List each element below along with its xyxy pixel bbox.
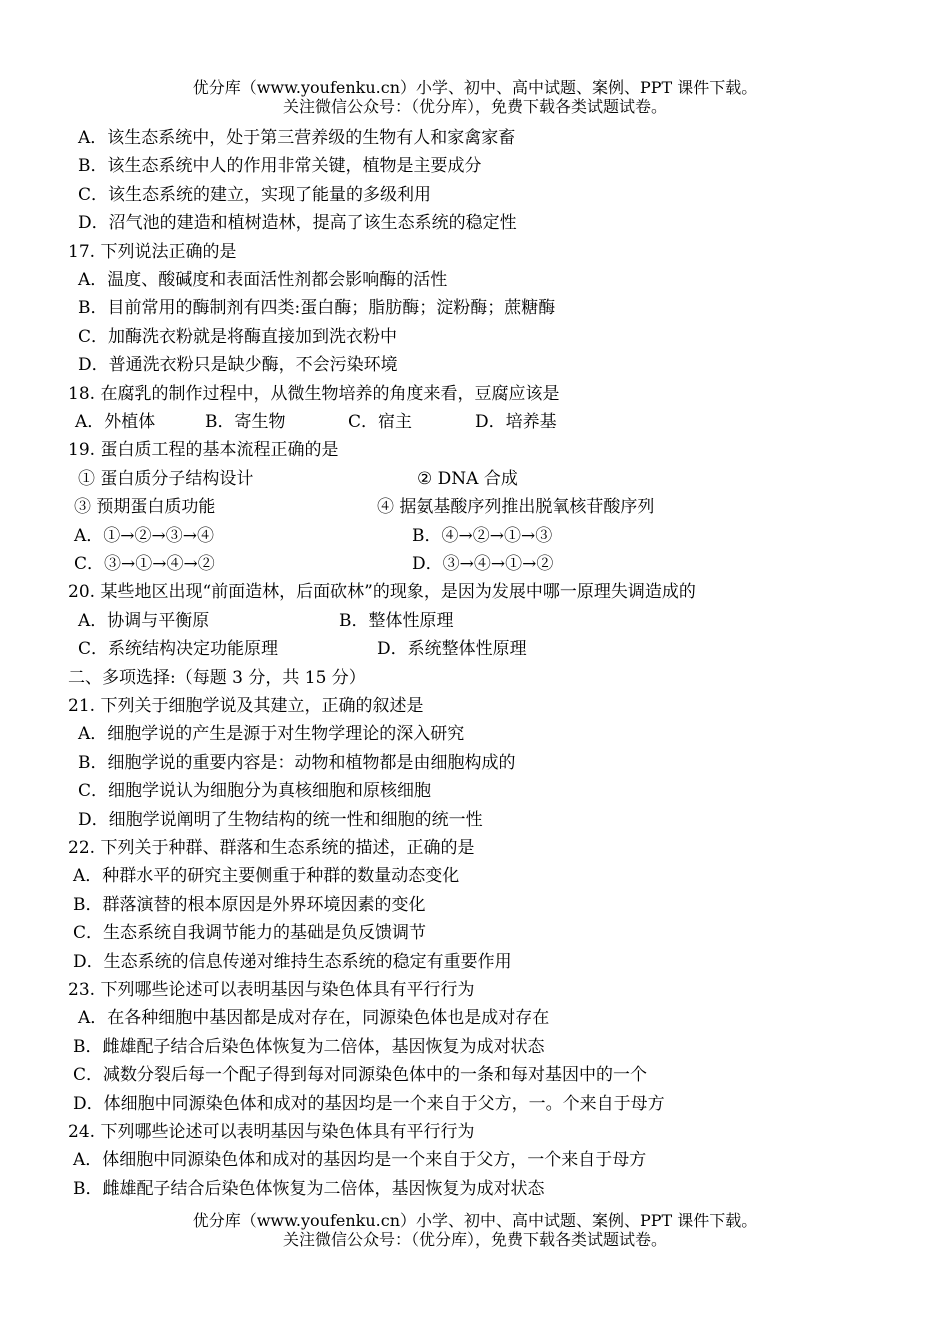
q22-option-d: D．生态系统的信息传递对维持生态系统的稳定有重要作用 <box>73 952 512 972</box>
q19-step-4: ④ 据氨基酸序列推出脱氧核苷酸序列 <box>377 497 655 517</box>
q19-stem: 19. 蛋白质工程的基本流程正确的是 <box>68 440 339 460</box>
q19-option-a: A．①→②→③→④ <box>74 526 215 546</box>
q20-option-d: D．系统整体性原理 <box>377 639 527 659</box>
q17-stem: 17. 下列说法正确的是 <box>68 242 237 262</box>
q21-option-b: B．细胞学说的重要内容是：动物和植物都是由细胞构成的 <box>78 753 516 773</box>
q24-stem: 24. 下列哪些论述可以表明基因与染色体具有平行行为 <box>68 1122 475 1142</box>
q19-option-c: C．③→①→④→② <box>74 554 215 574</box>
q16-option-d: D．沼气池的建造和植树造林，提高了该生态系统的稳定性 <box>78 213 517 233</box>
q18-option-d: D．培养基 <box>475 412 557 432</box>
q17-option-c: C．加酶洗衣粉就是将酶直接加到洗衣粉中 <box>78 327 398 347</box>
q19-step-1: ① 蛋白质分子结构设计 <box>78 469 254 489</box>
q23-option-b: B．雌雄配子结合后染色体恢复为二倍体，基因恢复为成对状态 <box>73 1037 545 1057</box>
q21-option-c: C．细胞学说认为细胞分为真核细胞和原核细胞 <box>78 781 432 801</box>
q16-option-c: C．该生态系统的建立，实现了能量的多级利用 <box>78 185 432 205</box>
q23-option-c: C．减数分裂后每一个配子得到每对同源染色体中的一条和每对基因中的一个 <box>73 1065 648 1085</box>
q19-step-2: ② DNA 合成 <box>417 469 518 489</box>
page-footer <box>0 1211 950 1249</box>
q18-option-c: C．宿主 <box>348 412 413 432</box>
q22-option-b: B．群落演替的根本原因是外界环境因素的变化 <box>73 895 426 915</box>
q19-step-3: ③ 预期蛋白质功能 <box>74 497 216 517</box>
footer-line-1: 优分库（www.youfenku.cn）小学、初中、高中试题、案例、PPT 课件下载。 <box>192 1211 758 1230</box>
header-line-2: 关注微信公众号：（优分库），免费下载各类试题试卷。 <box>282 97 667 116</box>
q19-option-d: D．③→④→①→② <box>412 554 554 574</box>
q21-option-d: D．细胞学说阐明了生物结构的统一性和细胞的统一性 <box>78 810 483 830</box>
q23-option-a: A．在各种细胞中基因都是成对存在，同源染色体也是成对存在 <box>78 1008 550 1028</box>
q22-option-c: C．生态系统自我调节能力的基础是负反馈调节 <box>73 923 427 943</box>
q17-option-a: A．温度、酸碱度和表面活性剂都会影响酶的活性 <box>78 270 448 290</box>
q18-option-a: A．外植体 <box>75 412 156 432</box>
q23-option-d: D．体细胞中同源染色体和成对的基因均是一个来自于父方，一。个来自于母方 <box>73 1094 665 1114</box>
footer-line-2: 关注微信公众号：（优分库），免费下载各类试题试卷。 <box>282 1230 667 1249</box>
q20-stem: 20. 某些地区出现“前面造林，后面砍林”的现象，是因为发展中哪一原理失调造成的 <box>68 582 696 602</box>
q24-option-b: B．雌雄配子结合后染色体恢复为二倍体，基因恢复为成对状态 <box>73 1179 545 1199</box>
q20-option-c: C．系统结构决定功能原理 <box>78 639 279 659</box>
q17-option-b: B．目前常用的酶制剂有四类:蛋白酶；脂肪酶；淀粉酶；蔗糖酶 <box>78 298 556 318</box>
section-heading-multiple-choice: 二、多项选择:（每题 3 分，共 15 分） <box>68 668 366 688</box>
q21-option-a: A．细胞学说的产生是源于对生物学理论的深入研究 <box>78 724 465 744</box>
header-line-1: 优分库（www.youfenku.cn）小学、初中、高中试题、案例、PPT 课件下载。 <box>192 78 758 97</box>
q22-option-a: A．种群水平的研究主要侧重于种群的数量动态变化 <box>73 866 460 886</box>
q18-stem: 18. 在腐乳的制作过程中，从微生物培养的角度来看，豆腐应该是 <box>68 384 560 404</box>
q23-stem: 23. 下列哪些论述可以表明基因与染色体具有平行行为 <box>68 980 475 1000</box>
q20-option-a: A．协调与平衡原 <box>78 611 210 631</box>
q16-option-a: A．该生态系统中，处于第三营养级的生物有人和家禽家畜 <box>78 128 516 148</box>
page-header <box>0 78 950 116</box>
q21-stem: 21. 下列关于细胞学说及其建立，正确的叙述是 <box>68 696 424 716</box>
q24-option-a: A．体细胞中同源染色体和成对的基因均是一个来自于父方，一个来自于母方 <box>73 1150 647 1170</box>
q17-option-d: D．普通洗衣粉只是缺少酶，不会污染环境 <box>78 355 398 375</box>
q20-option-b: B．整体性原理 <box>339 611 454 631</box>
q22-stem: 22. 下列关于种群、群落和生态系统的描述，正确的是 <box>68 838 475 858</box>
q19-option-b: B．④→②→①→③ <box>412 526 553 546</box>
q16-option-b: B．该生态系统中人的作用非常关键，植物是主要成分 <box>78 156 482 176</box>
q18-option-b: B．寄生物 <box>205 412 286 432</box>
